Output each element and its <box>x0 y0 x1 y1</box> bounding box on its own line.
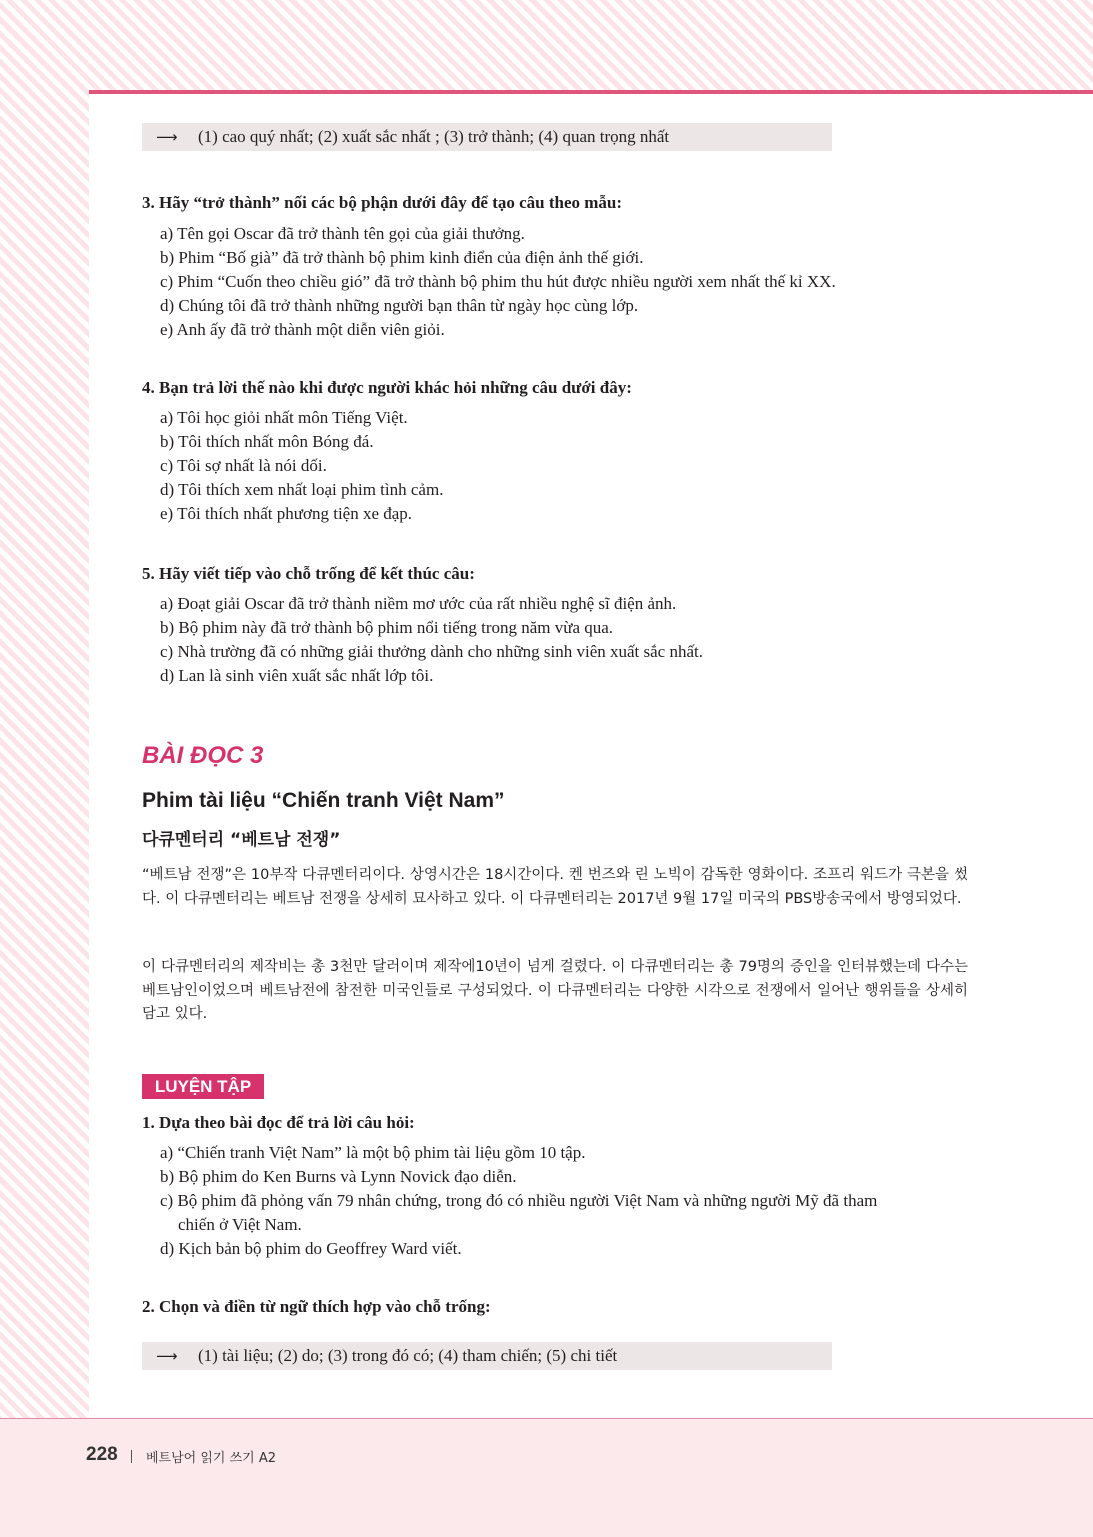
list-item: e) Anh ấy đã trở thành một diễn viên giỏi. <box>160 320 445 339</box>
reading-title-korean: 다큐멘터리 “베트남 전쟁” <box>142 830 341 850</box>
list-item: a) “Chiến tranh Việt Nam” là một bộ phim tài liệu gồm 10 tập. <box>160 1143 586 1162</box>
question-4-heading: 4. Bạn trả lời thế nào khi được người khác hỏi những câu dưới đây: <box>142 378 632 397</box>
question-5-heading: 5. Hãy viết tiếp vào chỗ trống để kết thúc câu: <box>142 564 475 583</box>
list-item: b) Tôi thích nhất môn Bóng đá. <box>160 432 374 451</box>
list-item: e) Tôi thích nhất phương tiện xe đạp. <box>160 504 413 523</box>
practice-question-1-items <box>160 1141 970 1261</box>
practice-badge: LUYỆN TẬP <box>142 1074 264 1099</box>
list-item: c) Nhà trường đã có những giải thưởng dành cho những sinh viên xuất sắc nhất. <box>160 642 703 661</box>
list-item-continuation: chiến ở Việt Nam. <box>178 1215 302 1234</box>
practice-question-1-heading: 1. Dựa theo bài đọc để trả lời câu hỏi: <box>142 1113 415 1132</box>
arrow-right-icon: ⟶ <box>156 128 178 146</box>
reading-paragraph-2: 이 다큐멘터리의 제작비는 총 3천만 달러이며 제작에10년이 넘게 걸렸다. 이 다큐멘터리는 총 79명의 증인을 인터뷰했는데 다수는 베트남인이었으며 베트남전에 참전한 미국인들로 구성되었다. 이 다큐멘터리는 다양한 시각으로 전쟁에서 일어난 행위들을 상세히 담고 있다. <box>142 959 968 1022</box>
list-item: d) Chúng tôi đã trở thành những người bạn thân từ ngày học cùng lớp. <box>160 296 639 315</box>
answer-text-2: (1) tài liệu; (2) do; (3) trong đó có; (4) tham chiến; (5) chi tiết <box>198 1346 618 1365</box>
practice-question-2-heading: 2. Chọn và điền từ ngữ thích hợp vào chỗ trống: <box>142 1297 491 1316</box>
question-3-heading: 3. Hãy “trở thành” nối các bộ phận dưới đây để tạo câu theo mẫu: <box>142 193 623 212</box>
list-item: d) Kịch bản bộ phim do Geoffrey Ward viết. <box>160 1239 462 1258</box>
reading-label: BÀI ĐỌC 3 <box>142 742 264 769</box>
list-item: b) Phim “Bố già” đã trở thành bộ phim kinh điển của điện ảnh thế giới. <box>160 248 644 267</box>
reading-paragraph-1: “베트남 전쟁”은 10부작 다큐멘터리이다. 상영시간은 18시간이다. 켄 번즈와 린 노빅이 감독한 영화이다. 조프리 워드가 극본을 썼다. 이 다큐멘터리는 베트남 전쟁을 상세히 묘사하고 있다. 이 다큐멘터리는 2017년 9월 17일 미국의 PBS방송국에서 방영되었다. <box>142 867 968 907</box>
footer-divider <box>131 1450 132 1463</box>
list-item: a) Tên gọi Oscar đã trở thành tên gọi của giải thưởng. <box>160 224 525 243</box>
answer-box-1 <box>142 123 832 151</box>
list-item: a) Tôi học giỏi nhất môn Tiếng Việt. <box>160 408 408 427</box>
reading-title: Phim tài liệu “Chiến tranh Việt Nam” <box>142 789 505 812</box>
list-item: c) Phim “Cuốn theo chiều gió” đã trở thành bộ phim thu hút được nhiều người xem nhất thế kỉ XX. <box>160 272 836 291</box>
question-4-items <box>160 406 970 526</box>
arrow-right-icon: ⟶ <box>156 1347 178 1365</box>
list-item: b) Bộ phim này đã trở thành bộ phim nổi tiếng trong năm vừa qua. <box>160 618 614 637</box>
list-item: d) Lan là sinh viên xuất sắc nhất lớp tôi. <box>160 666 434 685</box>
book-title: 베트남어 읽기 쓰기 A2 <box>146 1451 277 1466</box>
list-item: b) Bộ phim do Ken Burns và Lynn Novick đạo diễn. <box>160 1167 517 1186</box>
page-number: 228 <box>86 1444 118 1465</box>
list-item: d) Tôi thích xem nhất loại phim tình cảm. <box>160 480 444 499</box>
list-item: a) Đoạt giải Oscar đã trở thành niềm mơ ước của rất nhiều nghệ sĩ điện ảnh. <box>160 594 677 613</box>
answer-box-2 <box>142 1342 832 1370</box>
list-item: c) Tôi sợ nhất là nói dối. <box>160 456 327 475</box>
question-5-items <box>160 592 970 688</box>
list-item: c) Bộ phim đã phỏng vấn 79 nhân chứng, trong đó có nhiều người Việt Nam và những người Mỹ đã tham <box>160 1191 878 1210</box>
question-3-items <box>160 222 970 342</box>
answer-text-1: (1) cao quý nhất; (2) xuất sắc nhất ; (3) trở thành; (4) quan trọng nhất <box>198 127 670 146</box>
footer-band <box>0 1418 1093 1537</box>
